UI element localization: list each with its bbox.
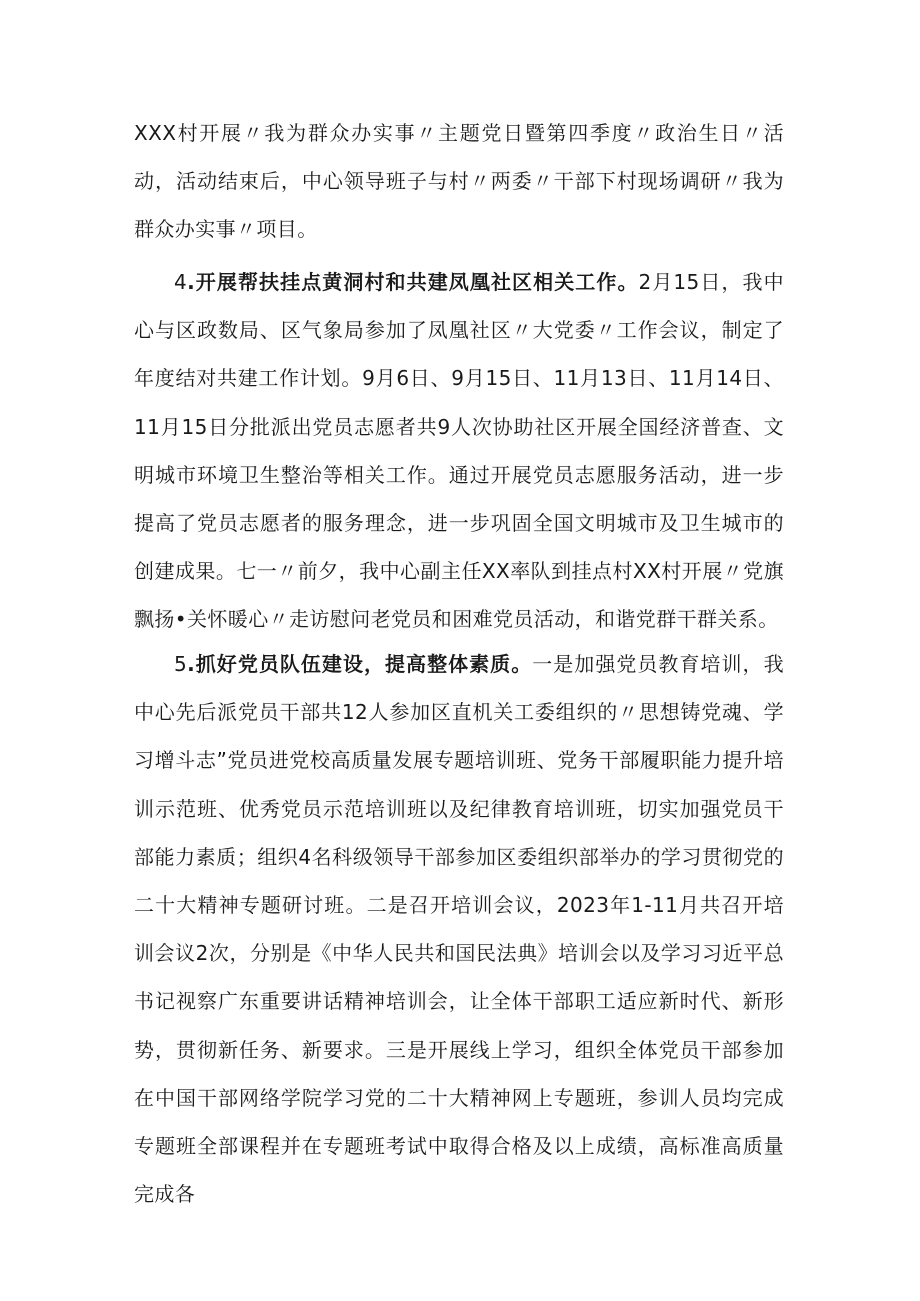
paragraph-text: XXX村开展〃我为群众办实事〃主题党日暨第四季度〃政治生日〃活动，活动结束后，中心领导班子与村〃两委〃干部下村现场调研〃我为群众办实事〃项目。 <box>134 121 784 242</box>
paragraph-continuation <box>134 109 784 254</box>
item-number: 5 <box>174 652 188 676</box>
item-heading: .开展帮扶挂点黄洞村和共建凤凰社区相关工作。 <box>187 270 639 294</box>
paragraph-item-4 <box>134 258 784 644</box>
item-number: 4 <box>174 270 188 294</box>
paragraph-text: 一是加强党员教育培训，我中心先后派党员干部共12人参加区直机关工委组织的〃思想铸党魂、学习增斗志”党员进党校高质量发展专题培训班、党务干部履职能力提升培训示范班、优秀党员示范培训班以及纪律教育培训班，切实加强党员干部能力素质；组织4名科级领导干部参加区委组织部举办的学习贯彻党的二十大精神专题研讨班。二是召开培训会议，2023年1-11月共召开培训会议2次，分别是《中华人民共和国民法典》培训会以及学习习近平总书记视察广东重要讲话精神培训会，让全体干部职工适应新时代、新形势，贯彻新任务、新要求。三是开展线上学习，组织全体党员干部参加在中国干部网络学院学习党的二十大精神网上专题班，参训人员均完成专题班全部课程并在专题班考试中取得合格及以上成绩，高标准高质量完成各 <box>134 652 784 1207</box>
item-heading: .抓好党员队伍建设，提高整体素质。 <box>187 652 533 676</box>
paragraph-text: 2月15日，我中心与区政数局、区气象局参加了凤凰社区〃大党委〃工作会议，制定了年度结对共建工作计划。9月6日、9月15日、11月13日、11月14日、11月15日分批派出党员志愿者共9人次协助社区开展全国经济普查、文明城市环境卫生整治等相关工作。通过开展党员志愿服务活动，进一步提高了党员志愿者的服务理念，进一步巩固全国文明城市及卫生城市的创建成果。七一〃前夕，我中心副主任XX率队到挂点村XX村开展〃党旗飘扬•关怀暖心〃走访慰问老党员和困难党员活动，和谐党群干群关系。 <box>134 270 784 632</box>
paragraph-item-5 <box>134 640 784 1218</box>
